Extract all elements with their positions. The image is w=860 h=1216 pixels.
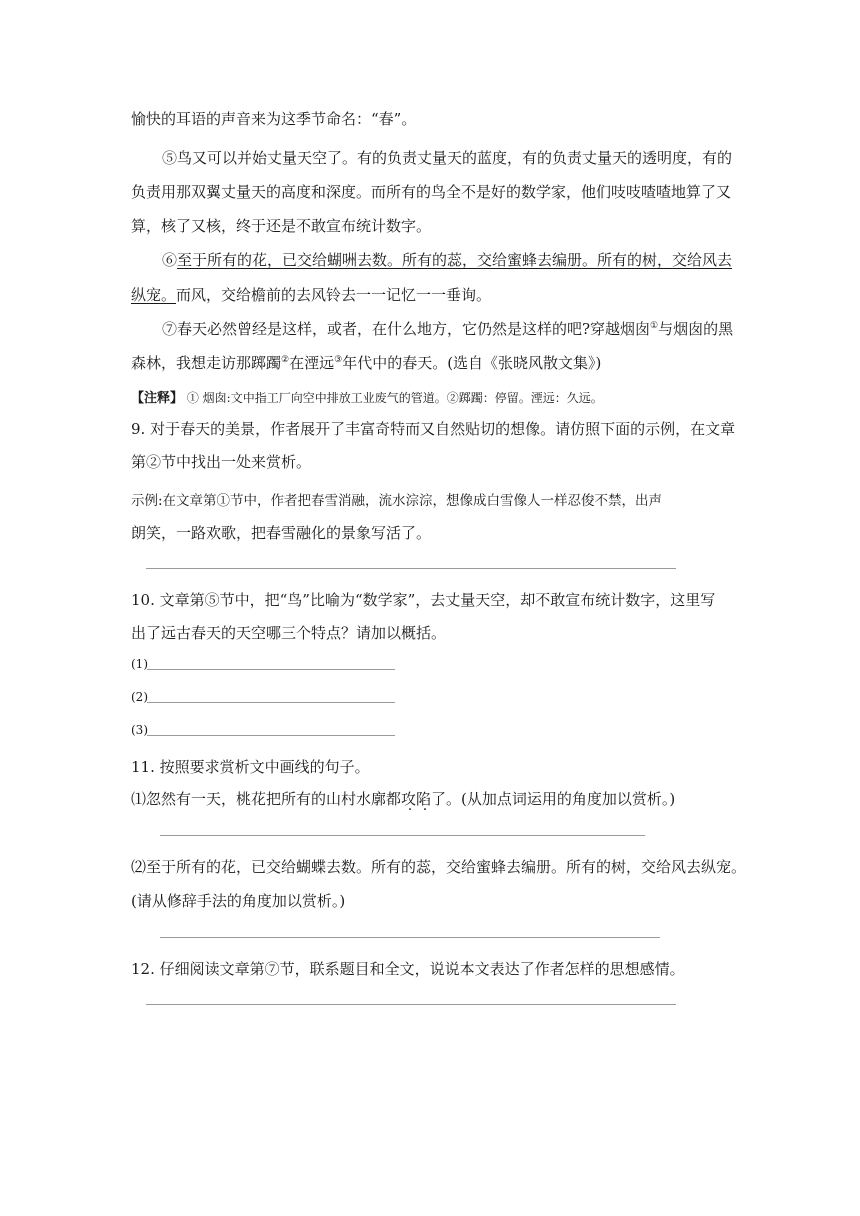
paragraph-7-text-e: 年代中的春天。(选自《张晓风散文集》) — [342, 354, 602, 372]
question-12-line-1: 12. 仔细阅读文章第⑦节，联系题目和全文，说说本文表达了作者怎样的思想感情。 — [131, 960, 685, 978]
footnote-mark-3: ③ — [334, 355, 343, 365]
footnote-mark-1: ① — [650, 321, 659, 331]
answer-line-q10-3[interactable] — [147, 735, 395, 736]
paragraph-7-text-c: 森林，我想走访那踯躅 — [131, 354, 282, 372]
annotation-note — [131, 387, 603, 406]
underlined-sentence-2: 纵宠。 — [131, 286, 177, 304]
paragraph-5-line-2: 负责用那双翼丈量天的高度和深度。而所有的鸟全不是好的数学家，他们吱吱喳喳地算了又 — [131, 183, 732, 201]
paragraph-7-line-1 — [162, 318, 733, 339]
answer-line-q12[interactable] — [146, 1004, 676, 1005]
question-10-line-1: 10. 文章第⑤节中，把“鸟”比喻为“数学家”，去丈量天空，却不敢宣布统计数字，这里写 — [131, 591, 716, 609]
question-11-sub-1 — [131, 788, 675, 809]
answer-line-q10-2[interactable] — [147, 702, 395, 703]
answer-line-q11-2[interactable] — [160, 937, 660, 938]
paragraph-7-line-2 — [131, 352, 601, 373]
question-9-example-line-2: 朗笑，一路欢歌，把春雪融化的景象写活了。 — [131, 524, 432, 542]
question-9-line-2: 第②节中找出一处来赏析。 — [131, 453, 312, 471]
annotation-text: ① 烟囱:文中指工厂向空中排放工业废气的管道。②踯躅：停留。湮远：久远。 — [183, 391, 603, 405]
paragraph-6-line-1 — [162, 249, 732, 270]
answer-line-q11-1[interactable] — [160, 835, 645, 836]
dotted-word-2: 陷 — [416, 790, 432, 808]
question-11-sub-2-line-1: ⑵至于所有的花，已交给蝴蝶去数。所有的蕊，交给蜜蜂去编册。所有的树，交给风去纵宠。 — [131, 858, 747, 876]
question-10-line-2: 出了远古春天的天空哪三个特点？请加以概括。 — [131, 624, 447, 642]
annotation-label: 【注释】 — [131, 391, 184, 406]
q11-sub1-instruction: 了。(从加点词运用的角度加以赏析。) — [431, 790, 676, 808]
answer-label-1: (1) — [131, 657, 148, 671]
paragraph-4-tail: 愉快的耳语的声音来为这季节命名：“春”。 — [131, 110, 417, 128]
paragraph-5-line-3: 算，核了又核，终于还是不敢宣布统计数字。 — [131, 217, 432, 235]
footnote-mark-2: ② — [281, 355, 290, 365]
answer-label-3: (3) — [131, 723, 148, 737]
answer-line-q10-1[interactable] — [147, 669, 395, 670]
paragraph-7-text-d: 在湮远 — [289, 354, 335, 372]
question-9-example-line-1: 示例:在文章第①节中，作者把春雪消融，流水淙淙，想像成白雪像人一样忍俊不禁，出声 — [131, 493, 663, 509]
paragraph-7-text-a: ⑦春天必然曾经是这样，或者，在什么地方，它仍然是这样的吧?穿越烟囱 — [162, 320, 651, 338]
q11-sub1-text: ⑴忽然有一天，桃花把所有的山村水廓都 — [131, 790, 402, 808]
question-11-sub-2-line-2: (请从修辞手法的角度加以赏析。) — [131, 892, 346, 910]
answer-line-q9[interactable] — [146, 568, 676, 569]
paragraph-6-rest: 而风，交给檐前的去风铃去一一记忆一一垂询。 — [176, 286, 492, 304]
dotted-word-1: 攻 — [401, 790, 417, 808]
paragraph-7-text-b: 与烟囱的黑 — [658, 320, 734, 338]
underlined-sentence-1: 至于所有的花，已交给蝴㖄去数。所有的蕊，交给蜜蜂去编册。所有的树，交给风去 — [177, 251, 733, 269]
answer-label-2: (2) — [131, 690, 148, 704]
question-11-line-1: 11. 按照要求赏析文中画线的句子。 — [131, 758, 370, 776]
paragraph-6-number: ⑥ — [162, 251, 178, 269]
paragraph-5-line-1: ⑤鸟又可以并始丈量天空了。有的负责丈量天的蓝度，有的负责丈量天的透明度，有的 — [162, 149, 733, 167]
question-9-line-1: 9. 对于春天的美景，作者展开了丰富奇特而又自然贴切的想像。请仿照下面的示例，在文章 — [131, 420, 736, 438]
paragraph-6-line-2 — [131, 284, 491, 305]
